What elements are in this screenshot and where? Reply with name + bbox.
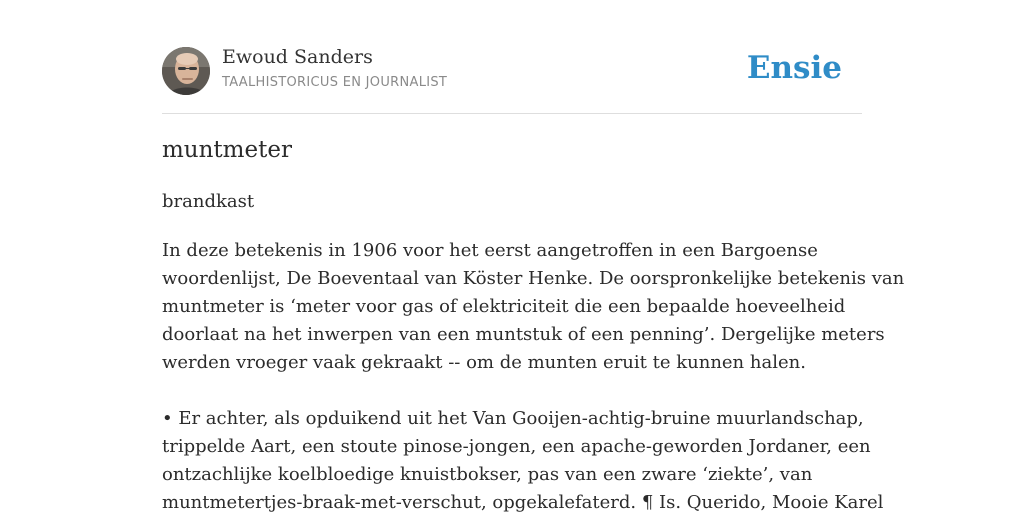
entry-body [162,237,905,512]
quote-line: ontzachlijke koelbloedige knuistbokser, pas van een zware ‘ziekte’, van [162,464,813,485]
body-line: In deze betekenis in 1906 voor het eerst aangetroffen in een Bargoense [162,240,818,261]
author-avatar[interactable] [162,47,210,95]
header [162,44,862,114]
brand-logo[interactable]: Ensie [746,50,842,86]
paragraph-gap [162,377,872,405]
quote-line: • Er achter, als opduikend uit het Van Gooijen-achtig-bruine muurlandschap, [162,408,864,429]
header-divider [162,113,862,114]
author-role: TAALHISTORICUS EN JOURNALIST [222,75,448,90]
body-line: muntmeter is ‘meter voor gas of elektriciteit die een bepaalde hoeveelheid [162,296,846,317]
body-line: doorlaat na het inwerpen van een muntstuk of een penning’. Dergelijke meters [162,324,885,345]
entry-title: muntmeter [162,137,292,163]
entry-meaning: brandkast [162,191,255,212]
author-name[interactable]: Ewoud Sanders [222,46,373,68]
avatar-photo-icon [162,47,210,95]
quote-line: muntmetertjes-braak-met-verschut, opgekalefaterd. ¶ Is. Querido, Mooie Karel [162,492,884,512]
quote-line: trippelde Aart, een stoute pinose-jongen, een apache-geworden Jordaner, een [162,436,871,457]
body-line: werden vroeger vaak gekraakt -- om de munten eruit te kunnen halen. [162,352,806,373]
body-line: woordenlijst, De Boeventaal van Köster Henke. De oorspronkelijke betekenis van [162,268,905,289]
